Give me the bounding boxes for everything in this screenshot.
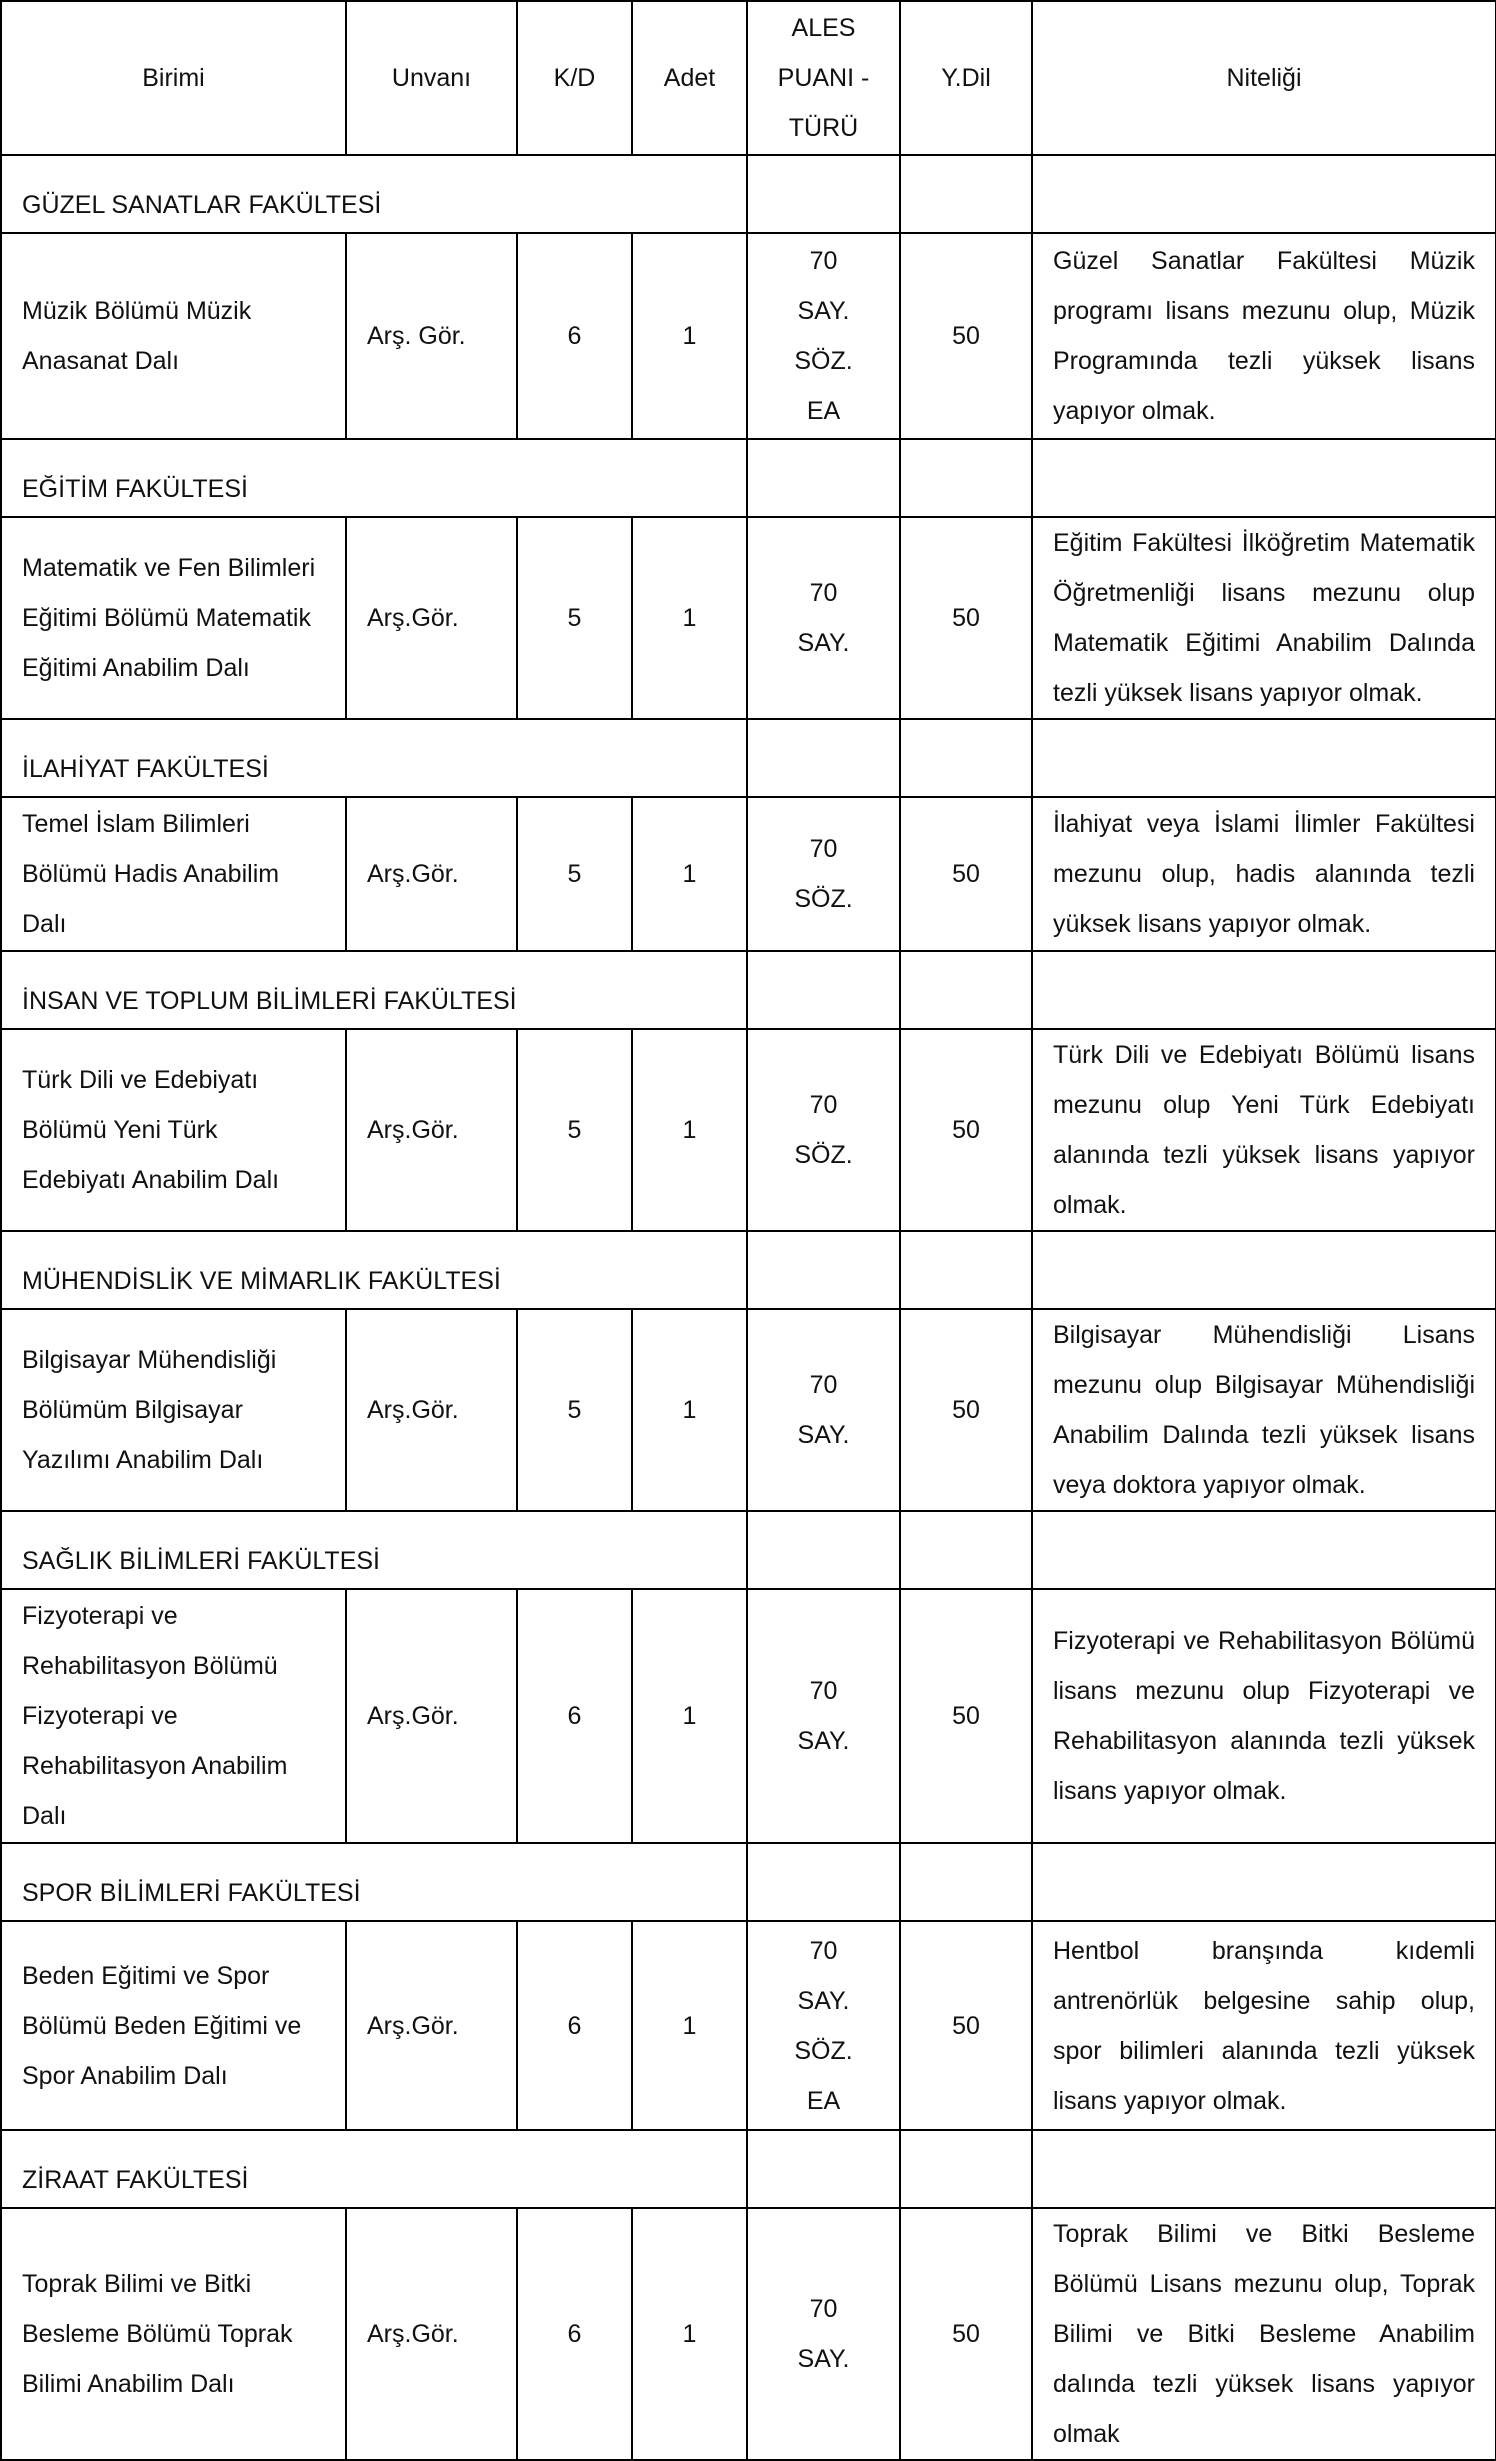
cell-niteligi: Güzel Sanatlar Fakültesi Müzik programı lisans mezunu olup, Müzik Programında tezli yüksek lisans yapıyor olmak. [1032, 233, 1496, 439]
cell-ales: 70 SÖZ. [747, 1029, 900, 1231]
section-title: İNSAN VE TOPLUM BİLİMLERİ FAKÜLTESİ [1, 951, 747, 1029]
header-kd: K/D [517, 1, 632, 155]
cell-kd: 5 [517, 517, 632, 719]
header-birimi: Birimi [1, 1, 346, 155]
section-empty-cell [1032, 1511, 1496, 1589]
section-empty-cell [900, 719, 1032, 797]
table-row [1, 1029, 1496, 1231]
cell-kd: 5 [517, 1029, 632, 1231]
section-empty-cell [1032, 719, 1496, 797]
section-row [1, 155, 1496, 233]
section-empty-cell [900, 155, 1032, 233]
cell-unvani: Arş.Gör. [346, 2208, 517, 2460]
section-title: EĞİTİM FAKÜLTESİ [1, 439, 747, 517]
cell-adet: 1 [632, 797, 747, 951]
section-title: ZİRAAT FAKÜLTESİ [1, 2130, 747, 2208]
section-row [1, 1511, 1496, 1589]
section-empty-cell [900, 1511, 1032, 1589]
cell-adet: 1 [632, 233, 747, 439]
cell-unvani: Arş. Gör. [346, 233, 517, 439]
cell-niteligi: Hentbol branşında kıdemli antrenörlük belgesine sahip olup, spor bilimleri alanında tezli yüksek lisans yapıyor olmak. [1032, 1921, 1496, 2130]
cell-adet: 1 [632, 1921, 747, 2130]
table-row [1, 1589, 1496, 1843]
section-empty-cell [747, 719, 900, 797]
cell-ydil: 50 [900, 797, 1032, 951]
cell-unvani: Arş.Gör. [346, 1309, 517, 1511]
cell-ales: 70 SAY. SÖZ. EA [747, 1921, 900, 2130]
section-title: MÜHENDİSLİK VE MİMARLIK FAKÜLTESİ [1, 1231, 747, 1309]
cell-kd: 5 [517, 1309, 632, 1511]
table-row [1, 1921, 1496, 2130]
section-empty-cell [747, 439, 900, 517]
cell-ydil: 50 [900, 1309, 1032, 1511]
section-empty-cell [900, 1843, 1032, 1921]
section-row [1, 1843, 1496, 1921]
cell-adet: 1 [632, 2208, 747, 2460]
cell-unvani: Arş.Gör. [346, 1589, 517, 1843]
section-row [1, 951, 1496, 1029]
cell-ales: 70 SÖZ. [747, 797, 900, 951]
section-empty-cell [900, 1231, 1032, 1309]
section-empty-cell [1032, 1843, 1496, 1921]
cell-unvani: Arş.Gör. [346, 1029, 517, 1231]
header-ales: ALES PUANI - TÜRÜ [747, 1, 900, 155]
cell-kd: 6 [517, 2208, 632, 2460]
section-empty-cell [900, 951, 1032, 1029]
section-empty-cell [747, 2130, 900, 2208]
section-empty-cell [747, 951, 900, 1029]
cell-niteligi: Bilgisayar Mühendisliği Lisans mezunu olup Bilgisayar Mühendisliği Anabilim Dalında tezli yüksek lisans veya doktora yapıyor olmak. [1032, 1309, 1496, 1511]
section-empty-cell [1032, 439, 1496, 517]
table-row [1, 1309, 1496, 1511]
cell-adet: 1 [632, 517, 747, 719]
cell-birimi: Matematik ve Fen Bilimleri Eğitimi Bölümü Matematik Eğitimi Anabilim Dalı [1, 517, 346, 719]
header-adet: Adet [632, 1, 747, 155]
section-empty-cell [1032, 155, 1496, 233]
table-row [1, 233, 1496, 439]
header-niteligi: Niteliği [1032, 1, 1496, 155]
cell-ydil: 50 [900, 1589, 1032, 1843]
cell-unvani: Arş.Gör. [346, 517, 517, 719]
cell-ales: 70 SAY. [747, 1309, 900, 1511]
section-title: SPOR BİLİMLERİ FAKÜLTESİ [1, 1843, 747, 1921]
cell-adet: 1 [632, 1309, 747, 1511]
header-row [1, 1, 1496, 155]
cell-ales: 70 SAY. [747, 1589, 900, 1843]
cell-niteligi: Eğitim Fakültesi İlköğretim Matematik Öğretmenliği lisans mezunu olup Matematik Eğitimi Anabilim Dalında tezli yüksek lisans yapıyor olmak. [1032, 517, 1496, 719]
section-row [1, 2130, 1496, 2208]
cell-kd: 6 [517, 1589, 632, 1843]
cell-birimi: Müzik Bölümü Müzik Anasanat Dalı [1, 233, 346, 439]
table-row [1, 2208, 1496, 2460]
cell-kd: 6 [517, 233, 632, 439]
cell-ydil: 50 [900, 1921, 1032, 2130]
cell-birimi: Bilgisayar Mühendisliği Bölümüm Bilgisayar Yazılımı Anabilim Dalı [1, 1309, 346, 1511]
section-row [1, 439, 1496, 517]
cell-ales: 70 SAY. [747, 2208, 900, 2460]
cell-kd: 5 [517, 797, 632, 951]
table-row [1, 517, 1496, 719]
section-empty-cell [1032, 2130, 1496, 2208]
section-empty-cell [747, 1843, 900, 1921]
cell-adet: 1 [632, 1589, 747, 1843]
cell-birimi: Temel İslam Bilimleri Bölümü Hadis Anabilim Dalı [1, 797, 346, 951]
cell-ydil: 50 [900, 1029, 1032, 1231]
cell-ales: 70 SAY. SÖZ. EA [747, 233, 900, 439]
section-empty-cell [900, 2130, 1032, 2208]
cell-kd: 6 [517, 1921, 632, 2130]
table-body [1, 155, 1496, 2460]
cell-birimi: Beden Eğitimi ve Spor Bölümü Beden Eğitimi ve Spor Anabilim Dalı [1, 1921, 346, 2130]
cell-niteligi: İlahiyat veya İslami İlimler Fakültesi mezunu olup, hadis alanında tezli yüksek lisans yapıyor olmak. [1032, 797, 1496, 951]
cell-unvani: Arş.Gör. [346, 797, 517, 951]
cell-niteligi: Fizyoterapi ve Rehabilitasyon Bölümü lisans mezunu olup Fizyoterapi ve Rehabilitasyon alanında tezli yüksek lisans yapıyor olmak. [1032, 1589, 1496, 1843]
cell-ydil: 50 [900, 2208, 1032, 2460]
section-empty-cell [1032, 1231, 1496, 1309]
table-row [1, 797, 1496, 951]
cell-adet: 1 [632, 1029, 747, 1231]
header-unvani: Unvanı [346, 1, 517, 155]
section-title: İLAHİYAT FAKÜLTESİ [1, 719, 747, 797]
cell-birimi: Toprak Bilimi ve Bitki Besleme Bölümü Toprak Bilimi Anabilim Dalı [1, 2208, 346, 2460]
cell-niteligi: Toprak Bilimi ve Bitki Besleme Bölümü Lisans mezunu olup, Toprak Bilimi ve Bitki Besleme Anabilim dalında tezli yüksek lisans yapıyor olmak [1032, 2208, 1496, 2460]
section-empty-cell [747, 155, 900, 233]
header-ydil: Y.Dil [900, 1, 1032, 155]
section-title: GÜZEL SANATLAR FAKÜLTESİ [1, 155, 747, 233]
cell-niteligi: Türk Dili ve Edebiyatı Bölümü lisans mezunu olup Yeni Türk Edebiyatı alanında tezli yüksek lisans yapıyor olmak. [1032, 1029, 1496, 1231]
section-empty-cell [900, 439, 1032, 517]
cell-ydil: 50 [900, 233, 1032, 439]
cell-unvani: Arş.Gör. [346, 1921, 517, 2130]
section-title: SAĞLIK BİLİMLERİ FAKÜLTESİ [1, 1511, 747, 1589]
cell-birimi: Türk Dili ve Edebiyatı Bölümü Yeni Türk Edebiyatı Anabilim Dalı [1, 1029, 346, 1231]
section-row [1, 1231, 1496, 1309]
section-empty-cell [747, 1511, 900, 1589]
cell-birimi: Fizyoterapi ve Rehabilitasyon Bölümü Fizyoterapi ve Rehabilitasyon Anabilim Dalı [1, 1589, 346, 1843]
section-row [1, 719, 1496, 797]
cell-ydil: 50 [900, 517, 1032, 719]
section-empty-cell [747, 1231, 900, 1309]
cell-ales: 70 SAY. [747, 517, 900, 719]
section-empty-cell [1032, 951, 1496, 1029]
